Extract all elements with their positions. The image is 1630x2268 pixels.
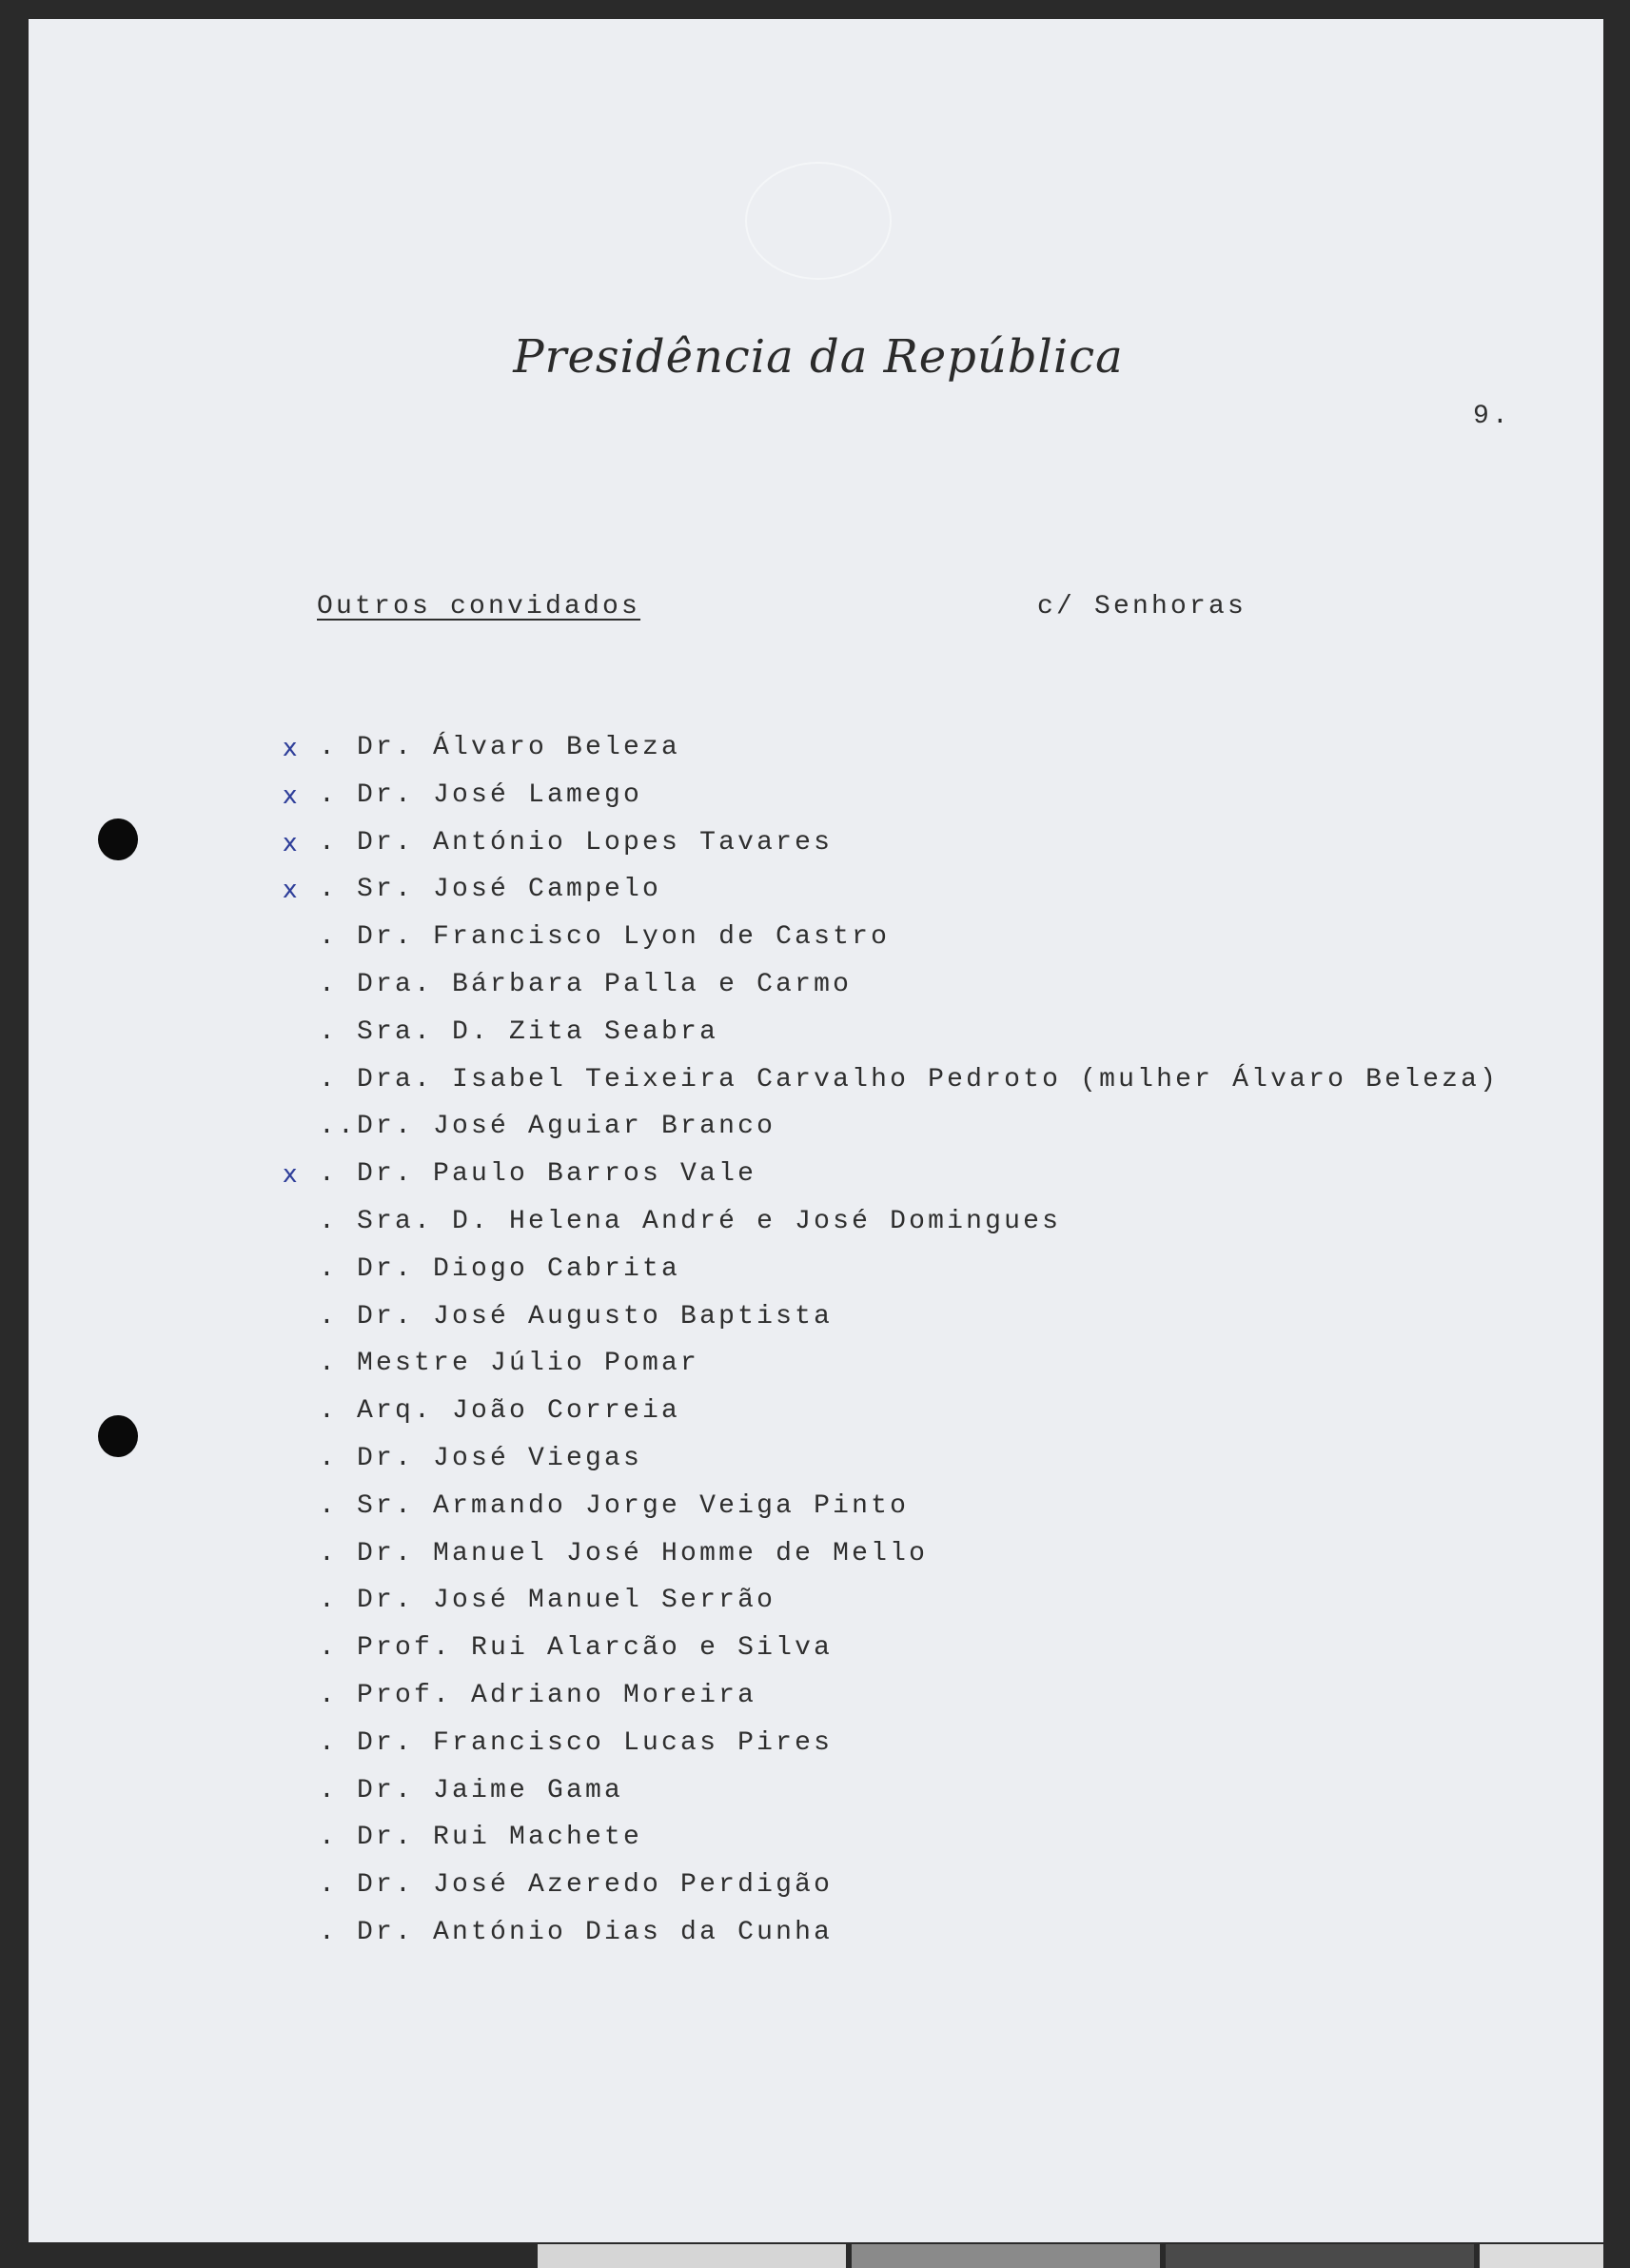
guest-bullet: . <box>319 1490 358 1521</box>
guest-name: Dra. Isabel Teixeira Carvalho Pedroto (mulher Álvaro Beleza) <box>357 1064 1500 1095</box>
punch-hole <box>98 818 138 860</box>
guest-bullet: . <box>319 1349 358 1379</box>
guest-bullet: .. <box>319 1112 358 1142</box>
guest-item <box>319 1440 1499 1488</box>
guest-item <box>319 1535 1499 1583</box>
guest-bullet: . <box>319 1727 358 1758</box>
swatch <box>538 2244 846 2268</box>
guest-name: Dr. José Viegas <box>357 1443 643 1473</box>
guest-bullet: . <box>319 1680 358 1710</box>
guest-item <box>319 1251 1499 1298</box>
guest-item <box>319 966 1499 1014</box>
guest-name: Dr. José Augusto Baptista <box>357 1301 834 1331</box>
guest-bullet: . <box>319 1253 358 1284</box>
guest-name: Dr. Álvaro Beleza <box>357 733 681 762</box>
guest-name: Arq. João Correia <box>357 1396 681 1427</box>
handwritten-check-icon: x <box>283 734 301 762</box>
guest-item <box>319 1298 1499 1346</box>
swatch <box>1480 2244 1603 2268</box>
guest-list <box>283 729 1500 1962</box>
guest-name: Sra. D. Zita Seabra <box>357 1016 719 1047</box>
guest-name: Dr. José Aguiar Branco <box>357 1112 776 1142</box>
handwritten-check-icon: x <box>283 780 301 810</box>
guest-item <box>283 871 1499 918</box>
guest-bullet: . <box>319 1301 358 1331</box>
guest-name: Dr. Rui Machete <box>357 1823 643 1853</box>
guest-bullet: . <box>319 1206 358 1236</box>
guest-item <box>319 1345 1499 1392</box>
guest-bullet: . <box>319 1443 358 1473</box>
guest-bullet: . <box>319 1396 358 1427</box>
guest-name: Prof. Rui Alarcão e Silva <box>357 1633 834 1664</box>
swatch <box>852 2244 1160 2268</box>
guest-bullet: . <box>319 875 358 905</box>
guest-item <box>319 1819 1499 1866</box>
embossed-seal <box>745 162 892 280</box>
swatch <box>1166 2244 1474 2268</box>
guest-item <box>319 1866 1499 1914</box>
punch-hole <box>98 1415 138 1457</box>
guest-item <box>319 1582 1499 1629</box>
guest-name: Dr. Diogo Cabrita <box>357 1253 681 1284</box>
guest-bullet: . <box>319 827 358 858</box>
guest-name: Dr. António Lopes Tavares <box>357 827 834 858</box>
guest-name: Sr. José Campelo <box>357 875 662 905</box>
guest-name: Dr. Francisco Lucas Pires <box>357 1727 834 1758</box>
guest-name: Prof. Adriano Moreira <box>357 1680 757 1710</box>
guest-item <box>319 1629 1499 1677</box>
guest-bullet: . <box>319 1775 358 1805</box>
page-number: 9. <box>1473 402 1512 431</box>
guest-bullet: . <box>319 1159 358 1190</box>
guest-name: Dr. José Manuel Serrão <box>357 1586 776 1616</box>
guest-name: Dr. António Dias da Cunha <box>357 1917 834 1947</box>
guest-item <box>319 1772 1499 1820</box>
guest-name: Dr. Paulo Barros Vale <box>357 1159 757 1190</box>
guest-bullet: . <box>319 1538 358 1568</box>
guest-name: Dr. José Azeredo Perdigão <box>357 1870 834 1901</box>
guest-bullet: . <box>319 1823 358 1853</box>
guest-bullet: . <box>319 969 358 999</box>
guest-name: Dra. Bárbara Palla e Carmo <box>357 969 853 999</box>
guest-item <box>319 1203 1499 1251</box>
guest-bullet: . <box>319 779 358 810</box>
guest-name: Sra. D. Helena André e José Domingues <box>357 1206 1062 1236</box>
guest-bullet: . <box>319 1016 358 1047</box>
guest-name: Dr. Manuel José Homme de Mello <box>357 1538 929 1568</box>
guest-bullet: . <box>319 922 358 953</box>
guest-item <box>319 1014 1499 1061</box>
guest-bullet: . <box>319 1917 358 1947</box>
guest-bullet: . <box>319 733 358 762</box>
letterhead: Presidência da República <box>513 330 1124 384</box>
guest-bullet: . <box>319 1064 358 1095</box>
guest-item <box>283 824 1499 872</box>
guest-bullet: . <box>319 1586 358 1616</box>
handwritten-check-icon: x <box>283 1160 301 1190</box>
guest-name: Sr. Armando Jorge Veiga Pinto <box>357 1490 910 1521</box>
guest-item <box>319 1392 1499 1440</box>
guest-bullet: . <box>319 1633 358 1664</box>
color-calibration-strip <box>538 2244 1603 2268</box>
guest-name: Dr. José Lamego <box>357 779 643 810</box>
guest-item <box>319 1725 1499 1772</box>
guest-item <box>319 1108 1499 1155</box>
guest-item <box>319 1061 1499 1109</box>
guest-item <box>319 1914 1499 1962</box>
handwritten-check-icon: x <box>283 876 301 905</box>
guest-item <box>319 918 1499 966</box>
guest-name: Mestre Júlio Pomar <box>357 1349 700 1379</box>
guest-item <box>283 729 1499 777</box>
guest-item <box>283 1155 1499 1203</box>
guest-item <box>319 1488 1499 1535</box>
section-heading: Outros convidados <box>317 592 641 621</box>
guest-item <box>283 777 1499 824</box>
guest-name: Dr. Francisco Lyon de Castro <box>357 922 891 953</box>
guest-item <box>319 1677 1499 1725</box>
section-note: c/ Senhoras <box>1037 592 1247 621</box>
guest-bullet: . <box>319 1870 358 1901</box>
handwritten-check-icon: x <box>283 828 301 858</box>
guest-name: Dr. Jaime Gama <box>357 1775 624 1805</box>
